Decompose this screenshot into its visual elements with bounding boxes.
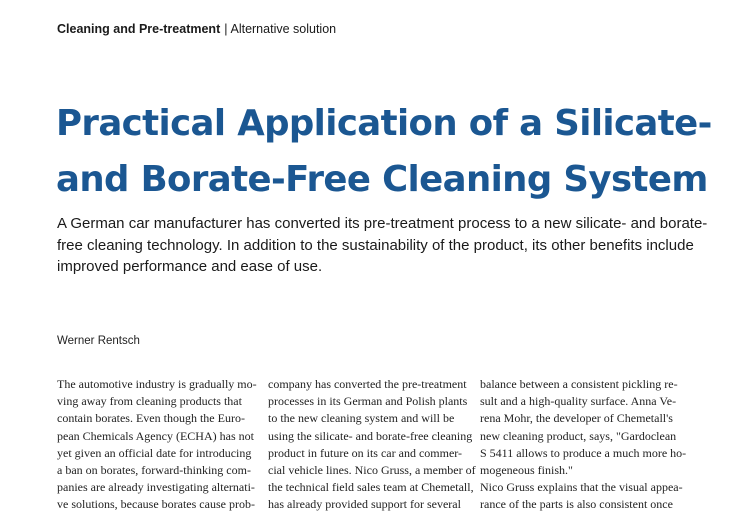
- body-line: rena Mohr, the developer of Chemetall's: [480, 411, 673, 426]
- body-line: the technical field sales team at Chemetall,: [268, 480, 474, 495]
- body-line: to the new cleaning system and will be: [268, 411, 455, 426]
- body-line: has already provided support for several: [268, 497, 461, 512]
- body-line: company has converted the pre-treatment: [268, 377, 467, 391]
- title-line-1: Practical Application of a Silicate-: [56, 103, 712, 144]
- article-title: [56, 96, 716, 208]
- header-subsection: Alternative solution: [230, 22, 337, 36]
- header-separator: |: [224, 22, 228, 36]
- lead-line: improved performance and ease of use.: [57, 258, 323, 275]
- body-line: product in future on its car and commer-: [268, 445, 463, 460]
- body-line: cial vehicle lines. Nico Gruss, a member of: [268, 463, 476, 478]
- header-section: Cleaning and Pre-treatment: [57, 22, 221, 36]
- body-line: balance between a consistent pickling re-: [480, 377, 678, 391]
- lead-paragraph: [57, 213, 708, 278]
- lead-line: A German car manufacturer has converted its pre-treatment process to a new silicate- and borate-: [57, 215, 708, 232]
- body-line: contain borates. Even though the Euro-: [57, 411, 245, 426]
- body-line: sult and a high-quality surface. Anna Ve-: [480, 394, 677, 409]
- body-line: ving away from cleaning products that: [57, 394, 242, 409]
- body-line: pean Chemicals Agency (ECHA) has not: [57, 428, 254, 443]
- running-header: [57, 22, 336, 36]
- title-line-2: and Borate-Free Cleaning System: [56, 159, 708, 200]
- body-line: panies are already investigating alternati-: [57, 480, 255, 495]
- author-name: Werner Rentsch: [57, 335, 140, 347]
- body-line: mogeneous finish.": [480, 463, 573, 478]
- body-line: The automotive industry is gradually mo-: [57, 377, 257, 391]
- body-line: processes in its German and Polish plants: [268, 394, 468, 409]
- body-line: ve solutions, because borates cause prob-: [57, 497, 255, 512]
- body-line: new cleaning product, says, "Gardoclean: [480, 428, 677, 443]
- body-line: Nico Gruss explains that the visual appea-: [480, 480, 683, 495]
- body-line: S 5411 allows to produce a much more ho-: [480, 445, 687, 460]
- body-line: using the silicate- and borate-free cleaning: [268, 428, 473, 443]
- body-line: yet given an official date for introducing: [57, 445, 252, 460]
- body-line: rance of the parts is also consistent once: [480, 497, 673, 512]
- lead-line: free cleaning technology. In addition to the sustainability of the product, its other benefits include: [57, 236, 694, 254]
- body-line: a ban on borates, forward-thinking com-: [57, 463, 251, 478]
